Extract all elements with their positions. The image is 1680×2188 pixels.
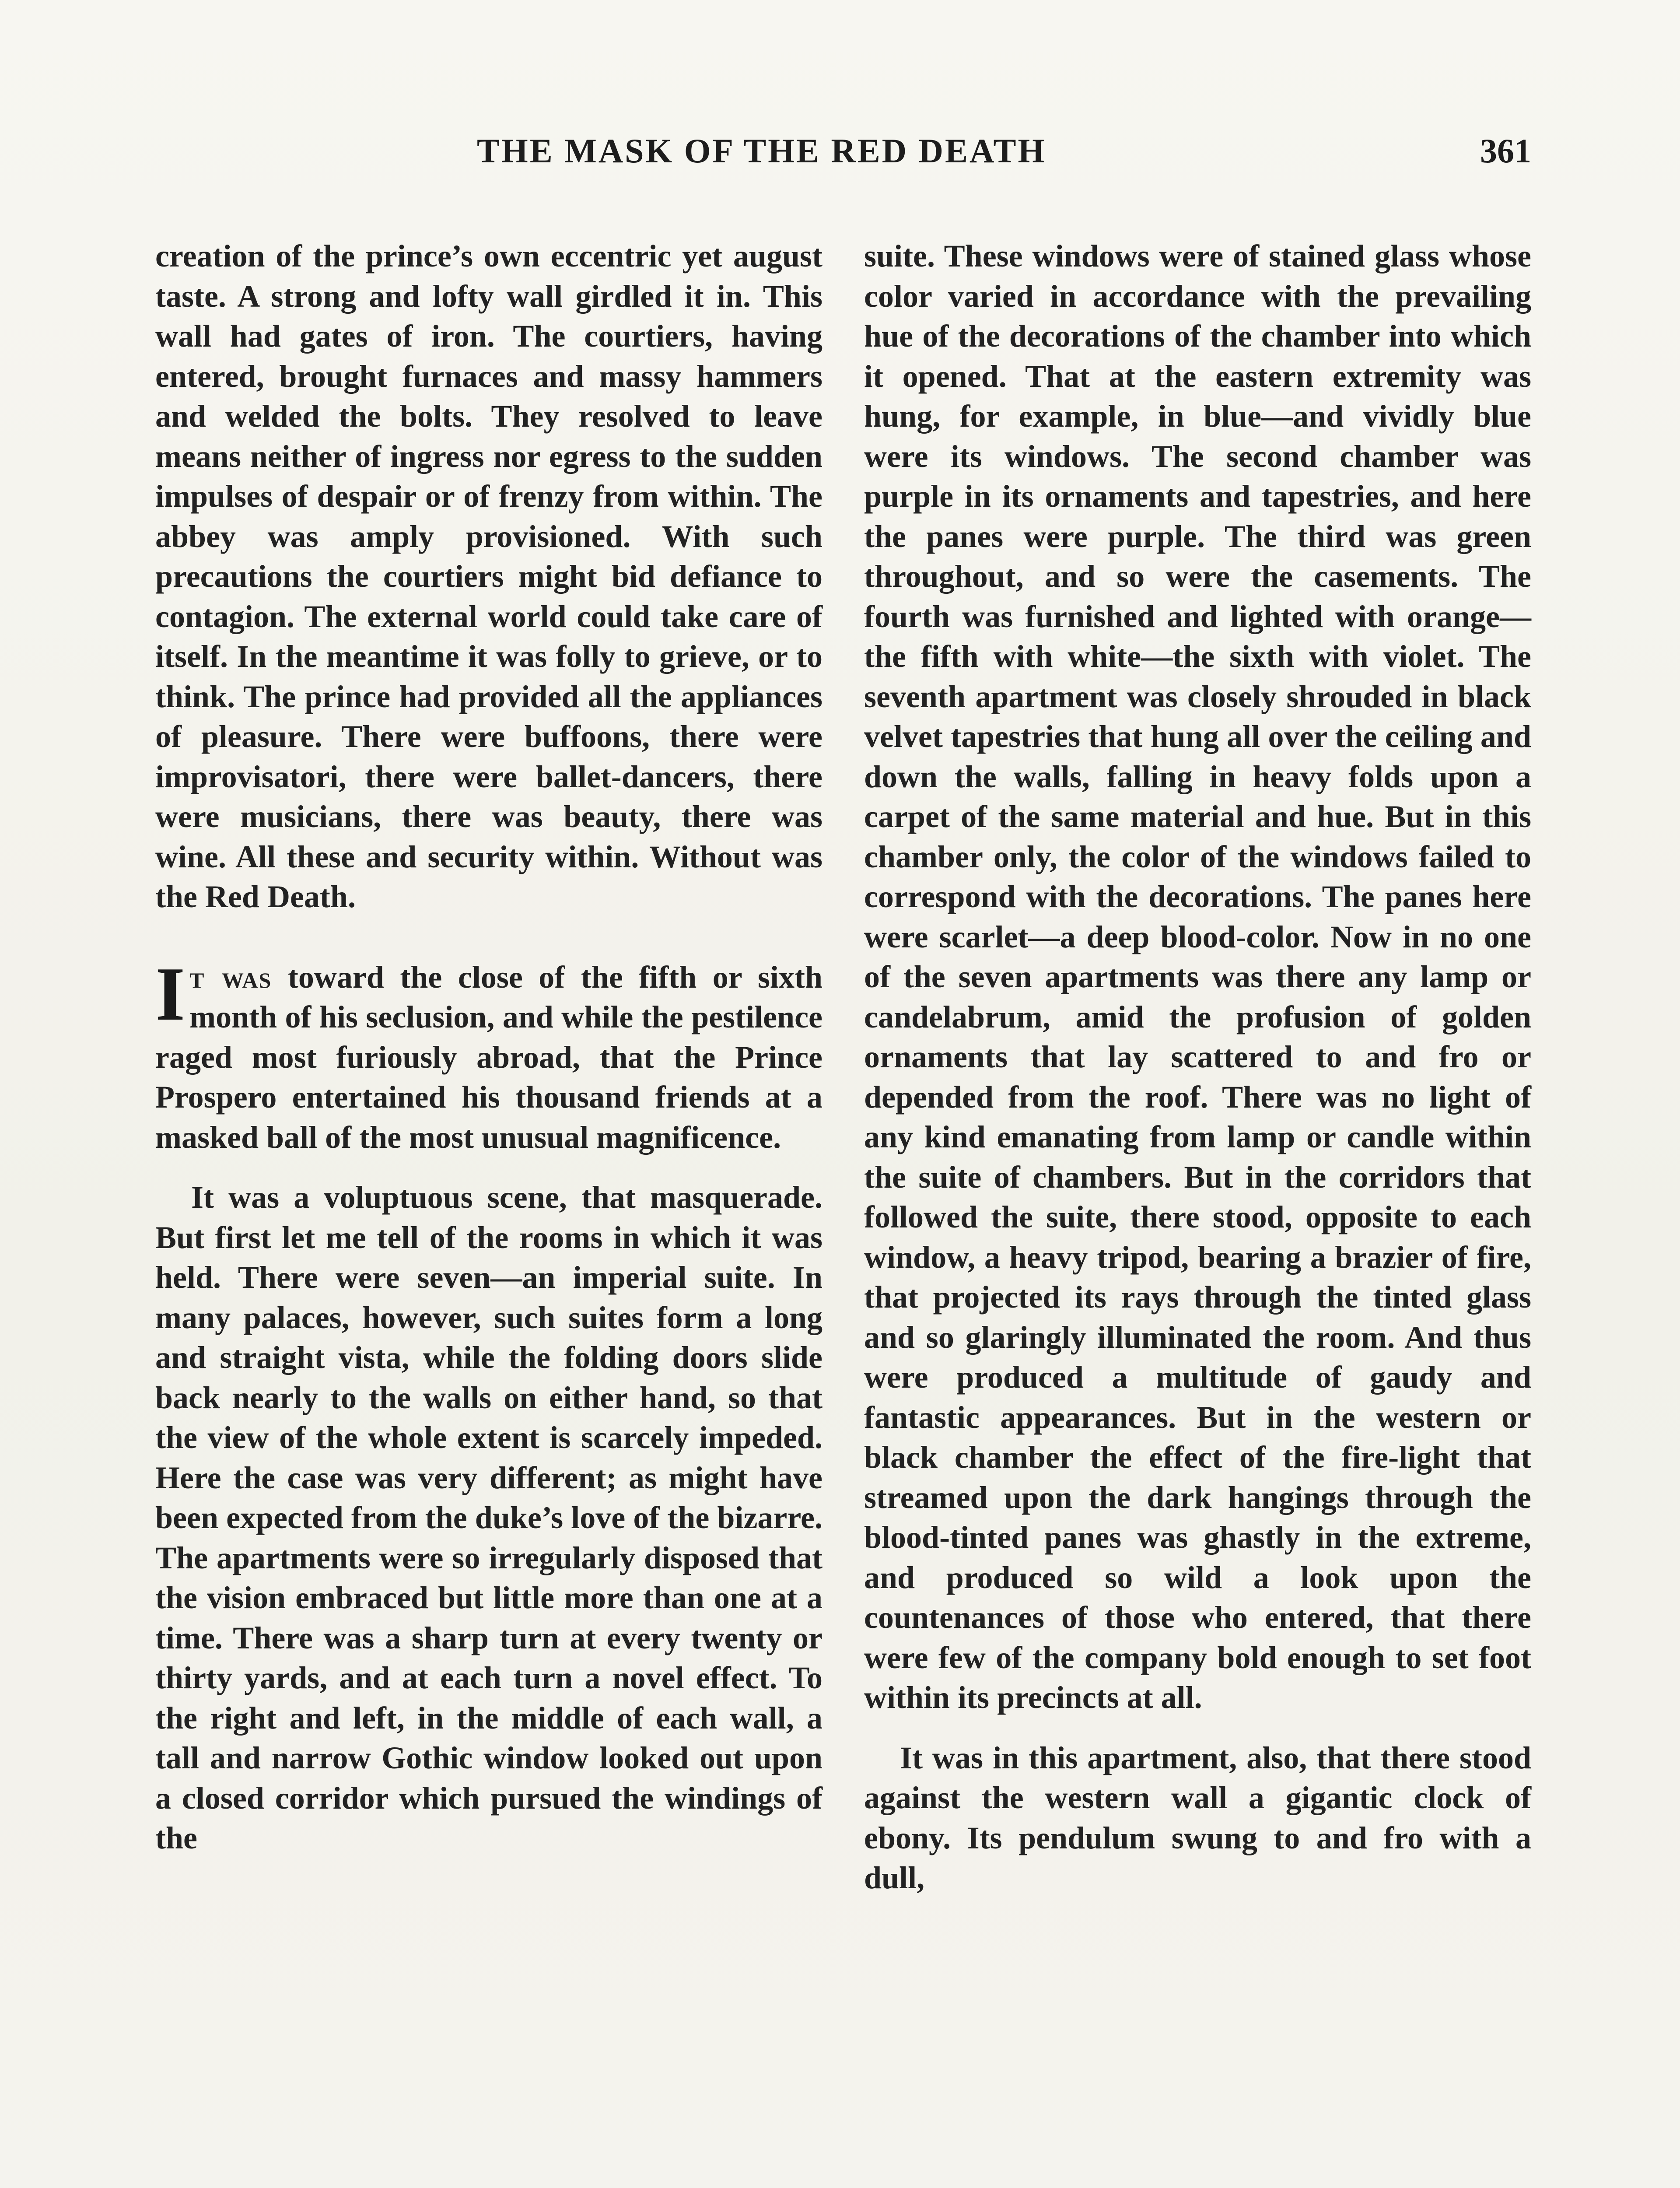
left-paragraph-2-text: toward the close of the fifth or sixth month of his seclusion, and while the pestilence raged most furiously abroad, that the Prince Prospero entertained his thousand friends at a masked ball of the most unusual magnificence.	[155, 959, 822, 1155]
page-number: 361	[1480, 132, 1531, 170]
left-paragraph-1: creation of the prince’s own eccentric yet august taste. A strong and lofty wall girdled it in. This wall had gates of iron. The courtiers, having entered, brought furnaces and massy hammers and welded the bolts. They resolved to leave means neither of ingress nor egress to the sudden impulses of despair or of frenzy from within. The abbey was amply provisioned. With such precautions the courtiers might bid defiance to contagion. The external world could take care of itself. In the meantime it was folly to grieve, or to think. The prince had provided all the appliances of pleasure. There were buffoons, there were improvisatori, there were ballet-dancers, there were musicians, there was beauty, there was wine. All these and security within. Without was the Red Death.	[155, 238, 822, 914]
right-column	[864, 236, 1531, 1898]
left-paragraph-2	[155, 951, 822, 1158]
left-column	[155, 236, 822, 1858]
left-paragraph-3: It was a voluptuous scene, that masquerade. But first let me tell of the rooms in which it was held. There were seven—an imperial suite. In many palaces, however, such suites form a long and straight vista, while the folding doors slide back nearly to the walls on either hand, so that the view of the whole extent is scarcely impeded. Here the case was very different; as might have been expected from the duke’s love of the bizarre. The apartments were so irregularly disposed that the vision embraced but little more than one at a time. There was a sharp turn at every twenty or thirty yards, and at each turn a novel effect. To the right and left, in the middle of each wall, a tall and narrow Gothic window looked out upon a closed corridor which pursued the windings of the	[155, 1180, 822, 1855]
section-break	[155, 917, 822, 957]
drop-cap: I	[155, 951, 186, 1036]
small-caps-lead: t was	[189, 959, 272, 995]
paragraph-gap	[864, 1718, 1531, 1738]
right-paragraph-2: It was in this apartment, also, that there stood against the western wall a gigantic clock of ebony. Its pendulum swung to and fro with a dull,	[864, 1740, 1531, 1895]
running-title: THE MASK OF THE RED DEATH	[477, 132, 1046, 170]
paragraph-gap	[155, 1157, 822, 1178]
right-paragraph-1: suite. These windows were of stained glass whose color varied in accordance with the prevailing hue of the decorations of the chamber into which it opened. That at the eastern extremity was hung, for example, in blue—and vividly blue were its windows. The second chamber was purple in its ornaments and tapestries, and here the panes were purple. The third was green throughout, and so were the casements. The fourth was furnished and lighted with orange—the fifth with white—the sixth with violet. The seventh apartment was closely shrouded in black velvet tapestries that hung all over the ceiling and down the walls, falling in heavy folds upon a carpet of the same material and hue. But in this chamber only, the color of the windows failed to correspond with the decorations. The panes here were scarlet—a deep blood-color. Now in no one of the seven apartments was there any lamp or candelabrum, amid the profusion of golden ornaments that lay scattered to and fro or depended from the roof. There was no light of any kind emanating from lamp or candle within the suite of chambers. But in the corridors that followed the suite, there stood, opposite to each window, a heavy tripod, bearing a brazier of fire, that projected its rays through the tinted glass and so glaringly illuminated the room. And thus were produced a multitude of gaudy and fantastic appearances. But in the western or black chamber the effect of the fire-light that streamed upon the dark hangings through the blood-tinted panes was ghastly in the extreme, and produced so wild a look upon the countenances of those who entered, that there were few of the company bold enough to set foot within its precincts at all.	[864, 238, 1531, 1715]
